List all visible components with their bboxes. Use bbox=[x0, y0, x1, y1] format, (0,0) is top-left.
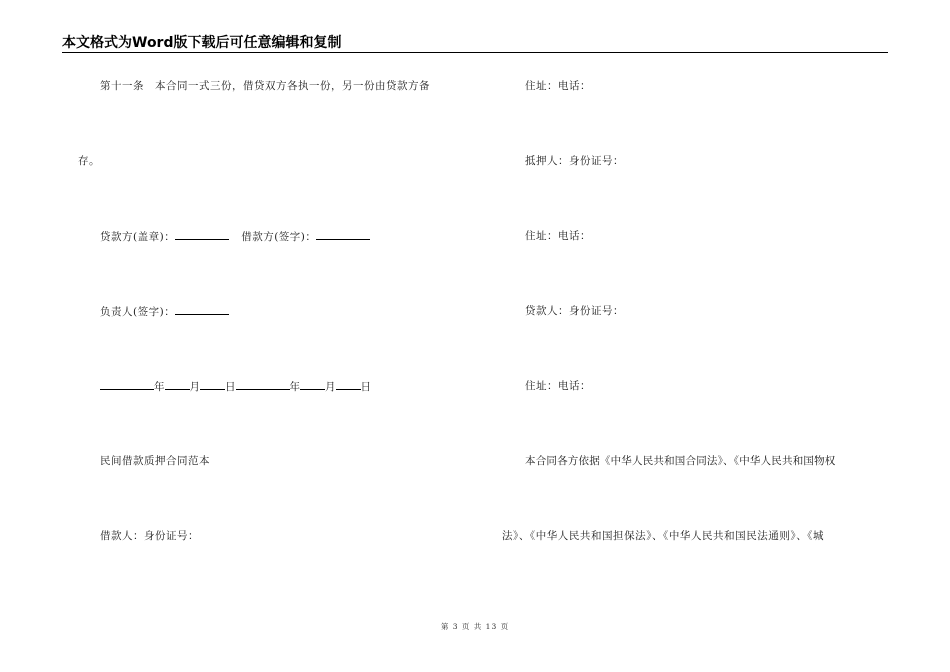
responsible-sign-label: 负责人(签字)： bbox=[100, 306, 176, 318]
address-line-1: 住址：电话： bbox=[525, 80, 591, 92]
date-line bbox=[100, 379, 371, 394]
mortgagor-id-line: 抵押人：身份证号： bbox=[525, 155, 624, 167]
year-label-1: 年 bbox=[154, 381, 165, 393]
lender-id-line: 贷款人：身份证号： bbox=[525, 305, 624, 317]
day-blank-2[interactable] bbox=[336, 379, 361, 390]
legal-basis-line1: 本合同各方依据《中华人民共和国合同法》、《中华人民共和国物权 bbox=[525, 455, 836, 467]
responsible-sign-blank[interactable] bbox=[175, 304, 229, 315]
month-label-1: 月 bbox=[189, 381, 200, 393]
signature-line-parties bbox=[100, 229, 370, 244]
year-blank-2[interactable] bbox=[236, 379, 290, 390]
header-rule bbox=[62, 52, 888, 53]
month-label-2: 月 bbox=[325, 381, 336, 393]
year-label-2: 年 bbox=[289, 381, 300, 393]
day-label-2: 日 bbox=[360, 381, 371, 393]
month-blank-1[interactable] bbox=[165, 379, 190, 390]
borrower-id-line: 借款人：身份证号： bbox=[100, 530, 199, 542]
address-line-3: 住址：电话： bbox=[525, 380, 591, 392]
address-line-2: 住址：电话： bbox=[525, 230, 591, 242]
legal-basis-line2: 法》、《中华人民共和国担保法》、《中华人民共和国民法通则》、《城 bbox=[502, 530, 825, 542]
page-number: 第 3 页 共 13 页 bbox=[440, 622, 510, 631]
document-header: 本文格式为Word版下载后可任意编辑和复制 bbox=[62, 35, 342, 51]
lender-seal-label: 贷款方(盖章)： bbox=[100, 231, 176, 243]
lender-seal-blank[interactable] bbox=[175, 229, 229, 240]
clause-eleven-line2: 存。 bbox=[78, 155, 100, 167]
day-label-1: 日 bbox=[225, 381, 236, 393]
borrower-sign-blank[interactable] bbox=[316, 229, 370, 240]
year-blank-1[interactable] bbox=[100, 379, 154, 390]
day-blank-1[interactable] bbox=[200, 379, 225, 390]
borrower-sign-label: 借款方(签字)： bbox=[241, 231, 317, 243]
month-blank-2[interactable] bbox=[300, 379, 325, 390]
clause-eleven-line1: 第十一条 本合同一式三份，借贷双方各执一份，另一份由贷款方备 bbox=[100, 80, 430, 92]
contract-title: 民间借款质押合同范本 bbox=[100, 455, 210, 467]
signature-line-responsible bbox=[100, 304, 229, 319]
